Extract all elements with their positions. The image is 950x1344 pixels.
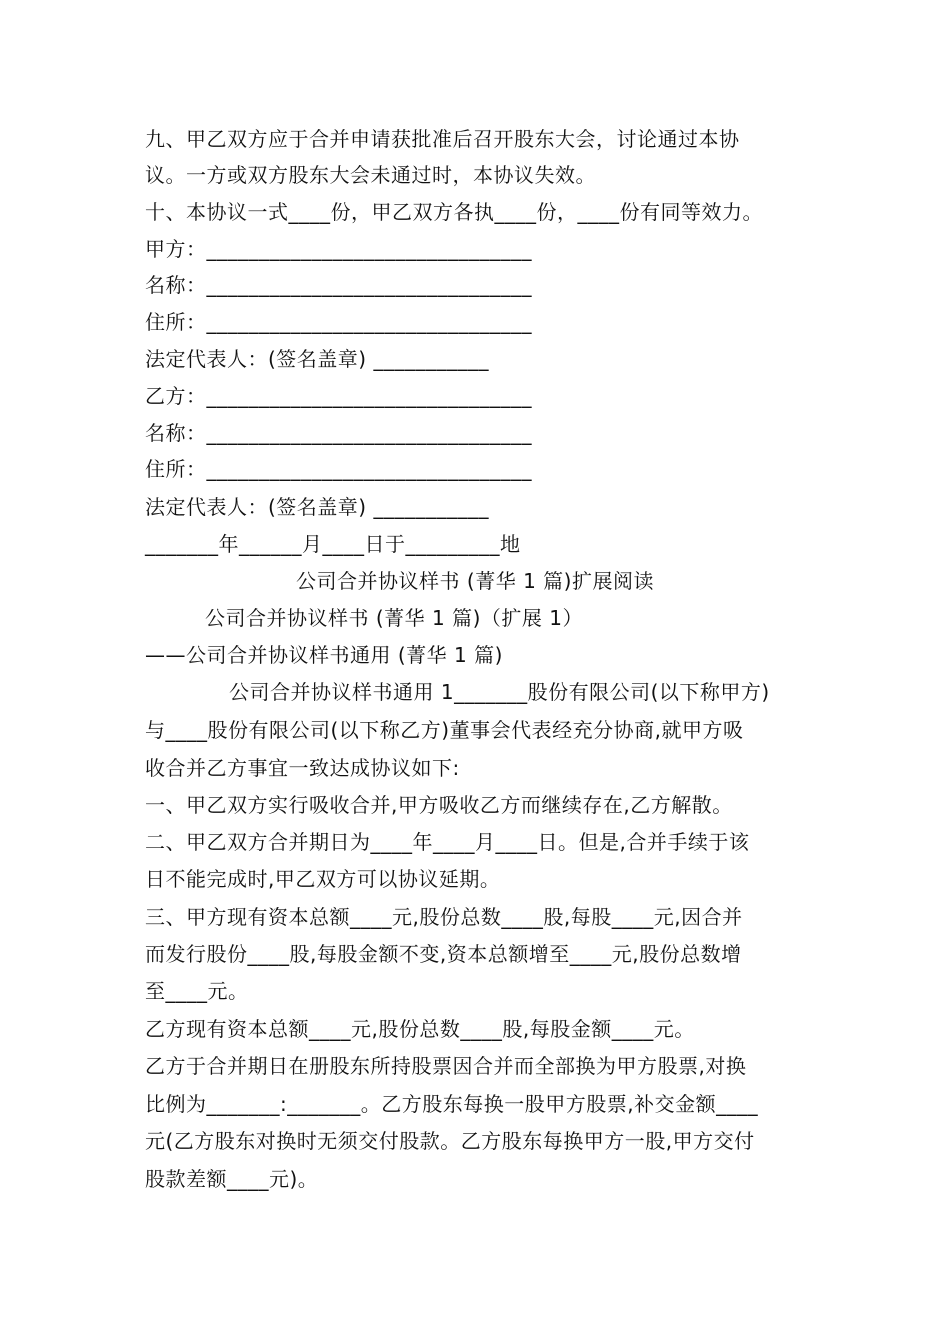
intro-line-1: 公司合并协议样书通用 1_______股份有限公司(以下称甲方) [229,680,770,704]
article-three-line-2: 而发行股份____股,每股金额不变,资本总额增至____元,股份总数增 [145,942,742,966]
exchange-line-2: 比例为_______:_______。乙方股东每换一股甲方股票,补交金额____ [145,1092,759,1116]
article-two-line-1: 二、甲乙双方合并期日为____年____月____日。但是,合并手续于该 [145,830,750,854]
party-b-field: 乙方：_______________________________ [145,384,532,408]
date-place-field: _______年______月____日于_________地 [145,532,521,556]
exchange-line-3: 元(乙方股东对换时无须交付股款。乙方股东每换甲方一股,甲方交付 [145,1129,755,1153]
party-b-representative-field: 法定代表人：(签名盖章) ___________ [145,495,489,519]
clause-ten: 十、本协议一式____份，甲乙双方各执____份，____份有同等效力。 [145,200,763,224]
article-three-line-3: 至____元。 [145,979,249,1003]
extension-heading: 公司合并协议样书 (菁华 1 篇)（扩展 1） [205,606,583,630]
exchange-line-1: 乙方于合并期日在册股东所持股票因合并而全部换为甲方股票,对换 [145,1054,747,1078]
clause-nine-line-2: 议。一方或双方股东大会未通过时，本协议失效。 [145,163,596,187]
intro-line-3: 收合并乙方事宜一致达成协议如下: [145,756,460,780]
party-a-name-field: 名称：_______________________________ [145,273,532,297]
extended-reading-heading: 公司合并协议样书 (菁华 1 篇)扩展阅读 [296,569,654,593]
article-two-line-2: 日不能完成时,甲乙双方可以协议延期。 [145,867,501,891]
clause-nine-line-1: 九、甲乙双方应于合并申请获批准后召开股东大会，讨论通过本协 [145,127,740,151]
subtitle: ——公司合并协议样书通用 (菁华 1 篇) [145,643,503,667]
party-a-address-field: 住所：_______________________________ [145,310,532,334]
intro-line-2: 与____股份有限公司(以下称乙方)董事会代表经充分协商,就甲方吸 [145,718,744,742]
article-three-line-1: 三、甲方现有资本总额____元,股份总数____股,每股____元,因合并 [145,905,743,929]
exchange-line-4: 股款差额____元)。 [145,1167,319,1191]
party-b-capital-line: 乙方现有资本总额____元,股份总数____股,每股金额____元。 [145,1017,695,1041]
party-a-field: 甲方：_______________________________ [145,237,532,261]
party-b-name-field: 名称：_______________________________ [145,421,532,445]
article-one: 一、甲乙双方实行吸收合并,甲方吸收乙方而继续存在,乙方解散。 [145,793,733,817]
party-b-address-field: 住所：_______________________________ [145,457,532,481]
party-a-representative-field: 法定代表人：(签名盖章) ___________ [145,347,489,371]
